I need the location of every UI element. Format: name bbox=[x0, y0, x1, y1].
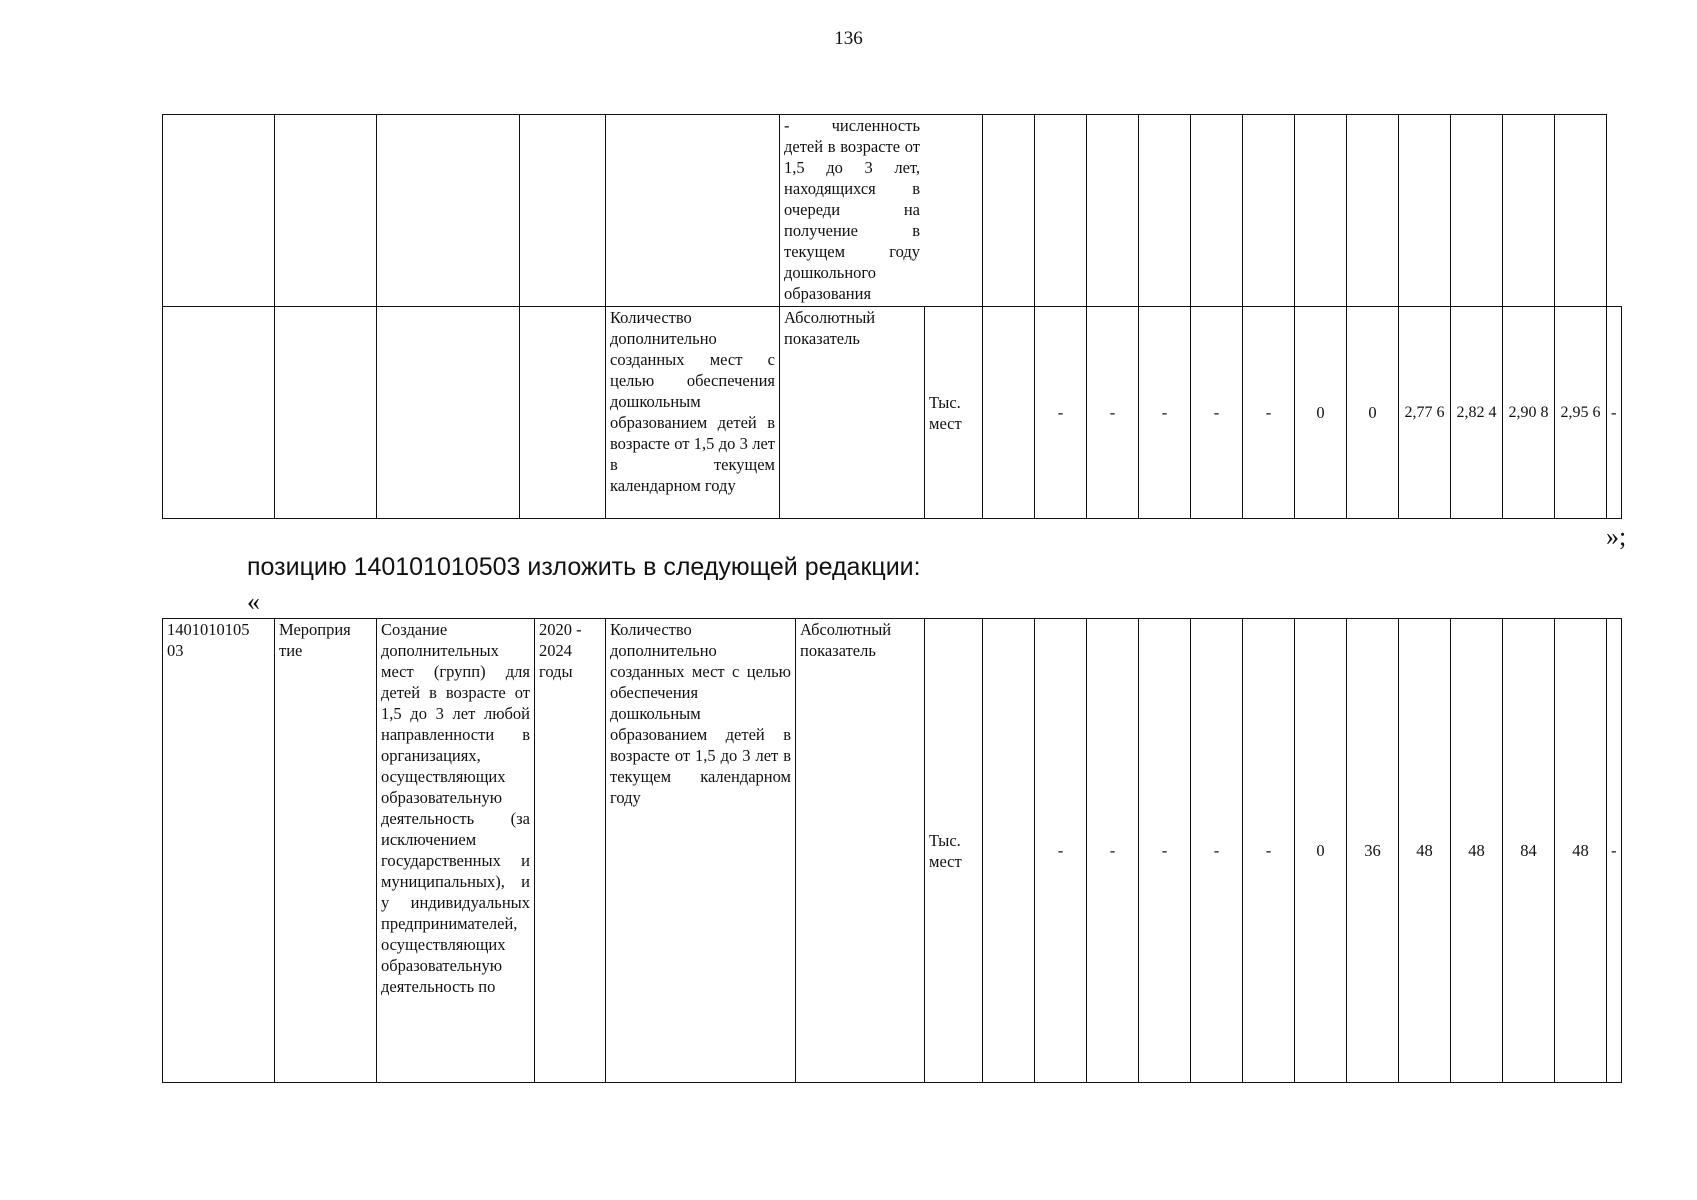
value-cell: - bbox=[1243, 307, 1295, 519]
value-cell: - bbox=[1035, 619, 1087, 1083]
cell bbox=[983, 115, 1035, 307]
cell bbox=[377, 115, 520, 307]
table-row bbox=[163, 115, 1622, 307]
cell bbox=[163, 307, 275, 519]
closing-quote: »; bbox=[1606, 522, 1627, 551]
value-cell: 0 bbox=[1347, 307, 1399, 519]
table-continuation bbox=[162, 114, 1622, 519]
cell bbox=[377, 307, 520, 519]
table-position bbox=[162, 618, 1622, 1083]
value-cell: - bbox=[1087, 619, 1139, 1083]
value-cell: - bbox=[1191, 307, 1243, 519]
indicator-type: Абсолютный показатель bbox=[780, 307, 925, 519]
cell bbox=[1451, 115, 1503, 307]
value-cell: 2,82 4 bbox=[1451, 307, 1503, 519]
cell bbox=[275, 115, 377, 307]
indicator-text: - численность детей в возрасте от 1,5 до 3 лет, находящихся в очереди на получение в текущем году дошкольного образования bbox=[780, 115, 983, 307]
instruction-text: позицию 140101010503 изложить в следующей редакции: bbox=[247, 553, 921, 581]
cell bbox=[520, 307, 606, 519]
cell bbox=[1139, 115, 1191, 307]
cell bbox=[1503, 115, 1555, 307]
value-cell: - bbox=[1607, 619, 1622, 1083]
indicator-name: Количество дополнительно созданных мест с целью обеспечения дошкольным образованием детей в возрасте от 1,5 до 3 лет в текущем календарном году bbox=[606, 619, 796, 1083]
value-cell bbox=[983, 307, 1035, 519]
cell bbox=[606, 115, 780, 307]
value-cell: - bbox=[1139, 307, 1191, 519]
unit: Тыс. мест bbox=[925, 307, 983, 519]
position-code: 1401010105 03 bbox=[163, 619, 275, 1083]
value-cell: - bbox=[1139, 619, 1191, 1083]
position-description: Создание дополнительных мест (групп) для детей в возрасте от 1,5 до 3 лет любой направленности в организациях, осуществляющих образовательную деятельность (за исключением государственных и муниципальных), и у индивидуальных предпринимателей, осуществляющих образовательную деятельность по bbox=[377, 619, 535, 1083]
position-kind: Мероприя тие bbox=[275, 619, 377, 1083]
value-cell: - bbox=[1087, 307, 1139, 519]
cell bbox=[275, 307, 377, 519]
value-cell: 36 bbox=[1347, 619, 1399, 1083]
value-cell: 0 bbox=[1295, 619, 1347, 1083]
cell bbox=[1087, 115, 1139, 307]
cell bbox=[1243, 115, 1295, 307]
cell bbox=[1191, 115, 1243, 307]
value-cell: - bbox=[1035, 307, 1087, 519]
cell bbox=[1347, 115, 1399, 307]
cell bbox=[520, 115, 606, 307]
table-row bbox=[163, 307, 1622, 519]
value-cell: 48 bbox=[1555, 619, 1607, 1083]
opening-quote: « bbox=[247, 587, 260, 616]
value-cell: 48 bbox=[1399, 619, 1451, 1083]
value-cell bbox=[983, 619, 1035, 1083]
value-cell: - bbox=[1191, 619, 1243, 1083]
position-period: 2020 - 2024 годы bbox=[535, 619, 606, 1083]
cell bbox=[163, 115, 275, 307]
indicator-name: Количество дополнительно созданных мест с целью обеспечения дошкольным образованием детей в возрасте от 1,5 до 3 лет в текущем календарном году bbox=[606, 307, 780, 519]
value-cell: 2,90 8 bbox=[1503, 307, 1555, 519]
table-row bbox=[163, 619, 1622, 1083]
cell bbox=[1035, 115, 1087, 307]
value-cell: 2,95 6 bbox=[1555, 307, 1607, 519]
unit: Тыс. мест bbox=[925, 619, 983, 1083]
value-cell: 48 bbox=[1451, 619, 1503, 1083]
cell bbox=[1399, 115, 1451, 307]
cell bbox=[1555, 115, 1607, 307]
value-cell: - bbox=[1607, 307, 1622, 519]
value-cell: 2,77 6 bbox=[1399, 307, 1451, 519]
indicator-type: Абсолютный показатель bbox=[796, 619, 925, 1083]
cell bbox=[1295, 115, 1347, 307]
page-number: 136 bbox=[834, 28, 863, 49]
value-cell: - bbox=[1243, 619, 1295, 1083]
value-cell: 84 bbox=[1503, 619, 1555, 1083]
value-cell: 0 bbox=[1295, 307, 1347, 519]
